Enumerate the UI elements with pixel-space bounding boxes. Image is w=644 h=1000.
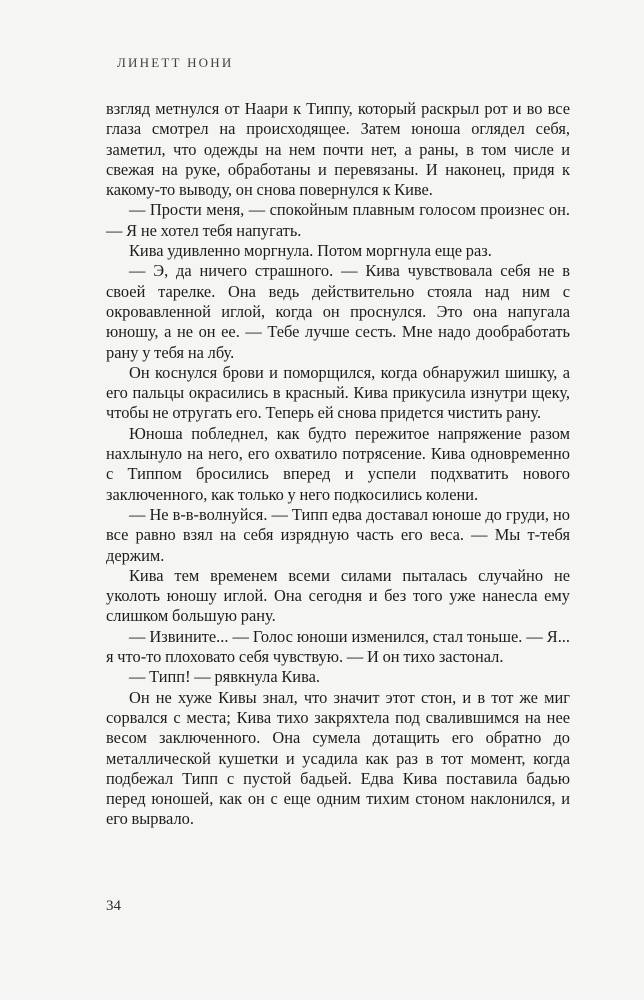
paragraph: Кива тем временем всеми силами пыталась случайно не уколоть юношу иглой. Она сегодня и без того уже нанесла ему слишком большую рану. — [106, 565, 570, 626]
paragraph: — Не в-в-волнуйся. — Типп едва доставал юноше до груди, но все равно взял на себя изрядную часть его веса. — Мы т-тебя держим. — [106, 504, 570, 565]
page-body — [106, 99, 570, 830]
running-header: ЛИНЕТТ НОНИ — [117, 55, 234, 70]
paragraph: — Э, да ничего страшного. — Кива чувствовала себя не в своей тарелке. Она ведь действительно стояла над ним с окровавленной иглой, когда он проснулся. Это она напугала юношу, а не он ее. — Тебе лучше сесть. Мне надо дообработать рану у тебя на лбу. — [106, 261, 570, 362]
paragraph: Кива удивленно моргнула. Потом моргнула еще раз. — [129, 241, 492, 261]
paragraph: — Извините... — Голос юноши изменился, стал тоньше. — Я... я что-то плоховато себя чувствую. — И он тихо застонал. — [106, 626, 570, 667]
paragraph: — Типп! — рявкнула Кива. — [129, 667, 320, 687]
paragraph: — Прости меня, — спокойным плавным голосом произнес он. — Я не хотел тебя напугать. — [106, 200, 570, 240]
paragraph: Юноша побледнел, как будто пережитое напряжение разом нахлынуло на него, его охватило потрясение. Кива одновременно с Типпом бросились вперед и успели подхватить нового заключенного, как только у него подкосились колени. — [106, 423, 570, 504]
paragraph: Он коснулся брови и поморщился, когда обнаружил шишку, а его пальцы окрасились в красный. Кива прикусила изнутри щеку, чтобы не отругать его. Теперь ей снова придется чистить рану. — [106, 362, 570, 423]
paragraph: Он не хуже Кивы знал, что значит этот стон, и в тот же миг сорвался с места; Кива тихо закряхтела под свалившимся на нее весом заключенного. Она сумела дотащить его обратно до металлической кушетки и усадила как раз в тот момент, когда подбежал Типп с пустой бадьей. Едва Кива поставила бадью перед юношей, как он с еще одним тихим стоном наклонился, и его вырвало. — [106, 687, 570, 829]
page-number: 34 — [106, 898, 121, 914]
paragraph: взгляд метнулся от Наари к Типпу, который раскрыл рот и во все глаза смотрел на происходящее. Затем юноша оглядел себя, заметил, что одежды на нем почти нет, а раны, в том числе и свежая на руке, обработаны и перевязаны. И наконец, придя к какому-то выводу, он снова повернулся к Киве. — [106, 99, 570, 200]
